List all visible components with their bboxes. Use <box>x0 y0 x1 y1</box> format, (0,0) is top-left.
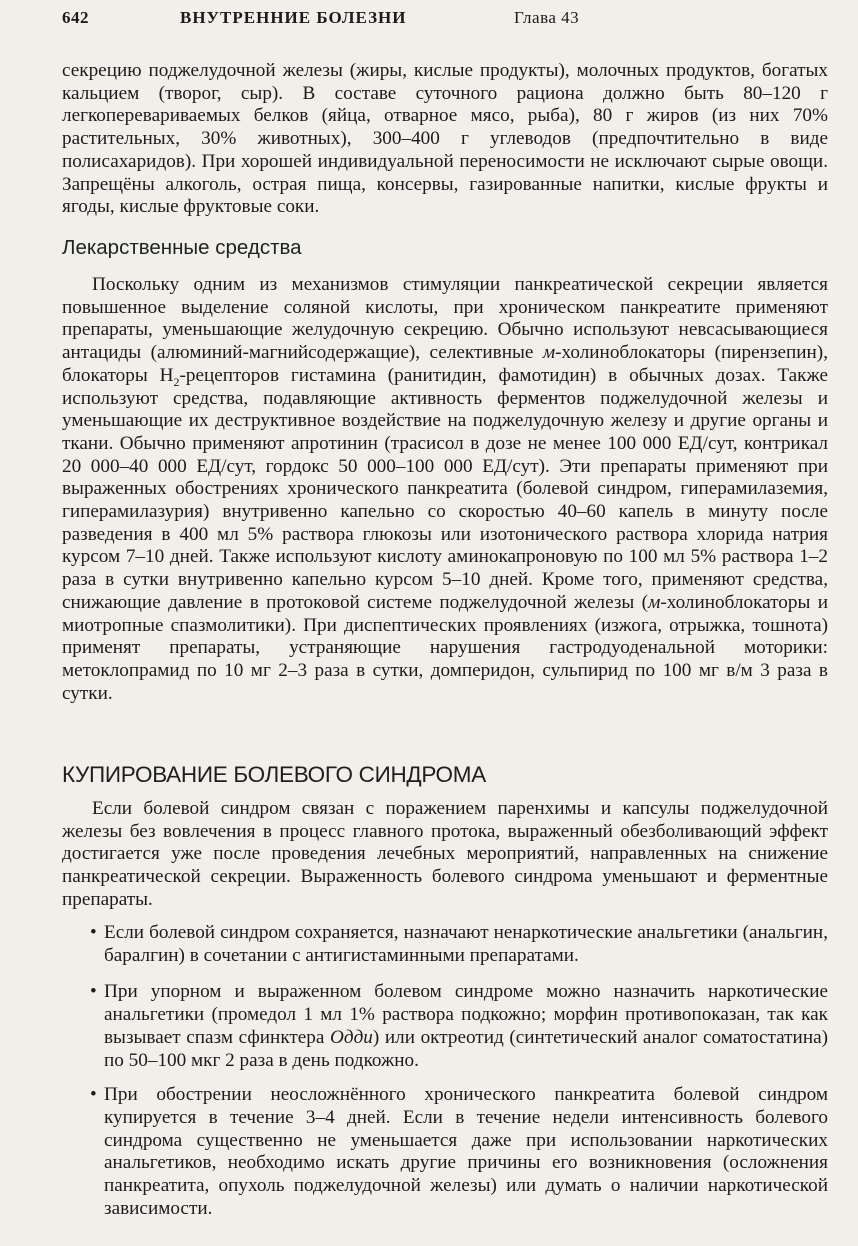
bullet-item-2 <box>62 981 828 1072</box>
bullet-text-1: Если болевой синдром сохраняется, назначают ненаркотические анальгетики (анальгин, баралгин) в сочетании с антигистаминными препаратами. <box>104 922 828 966</box>
pain-paragraph: Если болевой синдром связан с поражением паренхимы и капсулы поджелудочной железы без вовлечения в процесс главного протока, выраженный обезболивающий эффект достигается уже после проведения лечебных мероприятий, направленных на снижение панкреатической секреции. Выраженность болевого синдрома уменьшают и ферментные препараты. <box>62 798 828 910</box>
page-number: 642 <box>62 8 89 27</box>
drugs-paragraph-block <box>62 274 828 705</box>
pain-bullet-list <box>62 922 828 1234</box>
bullet-marker: • <box>90 1084 97 1106</box>
drugs-subscript: 2 <box>173 374 180 389</box>
bullet-text-2b: ) или октреотид (синтетический аналог соматостатина) по 50–100 мкг 2 раза в день подкожно. <box>104 1026 829 1071</box>
drugs-text-3: -рецепторов гистамина (ранитидин, фамотидин) в обычных дозах. Также используют средства, подавляющие активность ферментов поджелудочной железы и уменьшающие их деструктивное воздействие на поджелудочную железу и другие органы и ткани. Обычно применяют апротинин (трасисол в дозе не менее 100 000 ЕД/сут, контрикал 20 000–40 000 ЕД/сут, гордокс 50 000–100 000 ЕД/сут). Эти препараты применяют при выраженных обострениях хронического панкреатита (болевой синдром, гиперамилаземия, гиперамилазурия) внутривенно капельно со скоростью 40–60 капель в минуту после разведения в 400 мл 5% раствора глюкозы или изотонического раствора хлорида натрия курсом 7–10 дней. Также используют кислоту аминокапроновую по 100 мл 5% раствора 1–2 раза в сутки внутривенно капельно курсом 5–10 дней. Кроме того, применяют средства, снижающие давление в протоковой системе поджелудочной железы ( <box>62 364 828 613</box>
drugs-italic-m-2: м <box>648 591 661 613</box>
running-header <box>62 8 832 32</box>
section-title-pain: КУПИРОВАНИЕ БОЛЕВОГО СИНДРОМА <box>62 762 486 787</box>
bullet-italic-oddi: Одди <box>330 1026 373 1048</box>
running-title: ВНУТРЕННИЕ БОЛЕЗНИ <box>180 8 407 27</box>
drugs-italic-m-1: м <box>542 342 556 364</box>
drugs-text-1: Поскольку одним из механизмов стимуляции панкреатической секреции является повышенное выделение соляной кислоты, при хроническом панкреатите применяют препараты, уменьшающие желудочную секрецию. Обычно используют невсасывающиеся антациды (алюминий-магнийсодержащие), селективные <box>62 274 828 364</box>
drugs-text-4: -холиноблокаторы и миотропные спазмолитики). При диспептических проявлениях (изжога, отрыжка, тошнота) применят препараты, устраняющие нарушения гастродуоденальной моторики: метоклопрамид по 10 мг 2–3 раза в сутки, домперидон, сульпирид по 100 мг в/м 3 раза в сутки. <box>62 591 828 704</box>
intro-paragraph-block <box>62 60 828 219</box>
chapter-label: Глава 43 <box>514 8 580 27</box>
bullet-text-3: При обострении неосложнённого хронического панкреатита болевой синдром купируется в течение 3–4 дней. Если в течение недели интенсивность болевого синдрома существенно не уменьшается даже при использовании наркотических анальгетиков, необходимо искать другие причины его возникновения (осложнения панкреатита, опухоль поджелудочной железы) или думать о наличии наркотической зависимости. <box>104 1084 828 1219</box>
pain-paragraph-block <box>62 798 828 912</box>
bullet-item-1 <box>62 922 828 967</box>
drugs-paragraph <box>62 274 828 705</box>
drugs-text-2: -холиноблокаторы (пирензепин), блокаторы H <box>62 342 828 386</box>
section-title-drugs: Лекарственные средства <box>62 236 302 259</box>
bullet-text-2a: При упорном и выраженном болевом синдроме можно назначить наркотические анальгетики (промедол 1 мл 1% раствора подкожно; морфин противопоказан, так как вызывает спазм сфинктера <box>104 981 828 1048</box>
bullet-item-3 <box>62 1084 828 1220</box>
intro-paragraph: секрецию поджелудочной железы (жиры, кислые продукты), молочных продуктов, богатых кальцием (творог, сыр). В составе суточного рациона должно быть 80–120 г легкоперевариваемых белков (яйца, отварное мясо, рыба), 80 г жиров (из них 70% растительных, 30% животных), 300–400 г углеводов (предпочтительно в виде полисахаридов). При хорошей индивидуальной переносимости не исключают сырые овощи. Запрещёны алкоголь, острая пища, консервы, газированные напитки, кислые фрукты и ягоды, кислые фруктовые соки. <box>62 60 828 218</box>
bullet-marker: • <box>90 922 97 943</box>
bullet-marker: • <box>90 981 97 1003</box>
